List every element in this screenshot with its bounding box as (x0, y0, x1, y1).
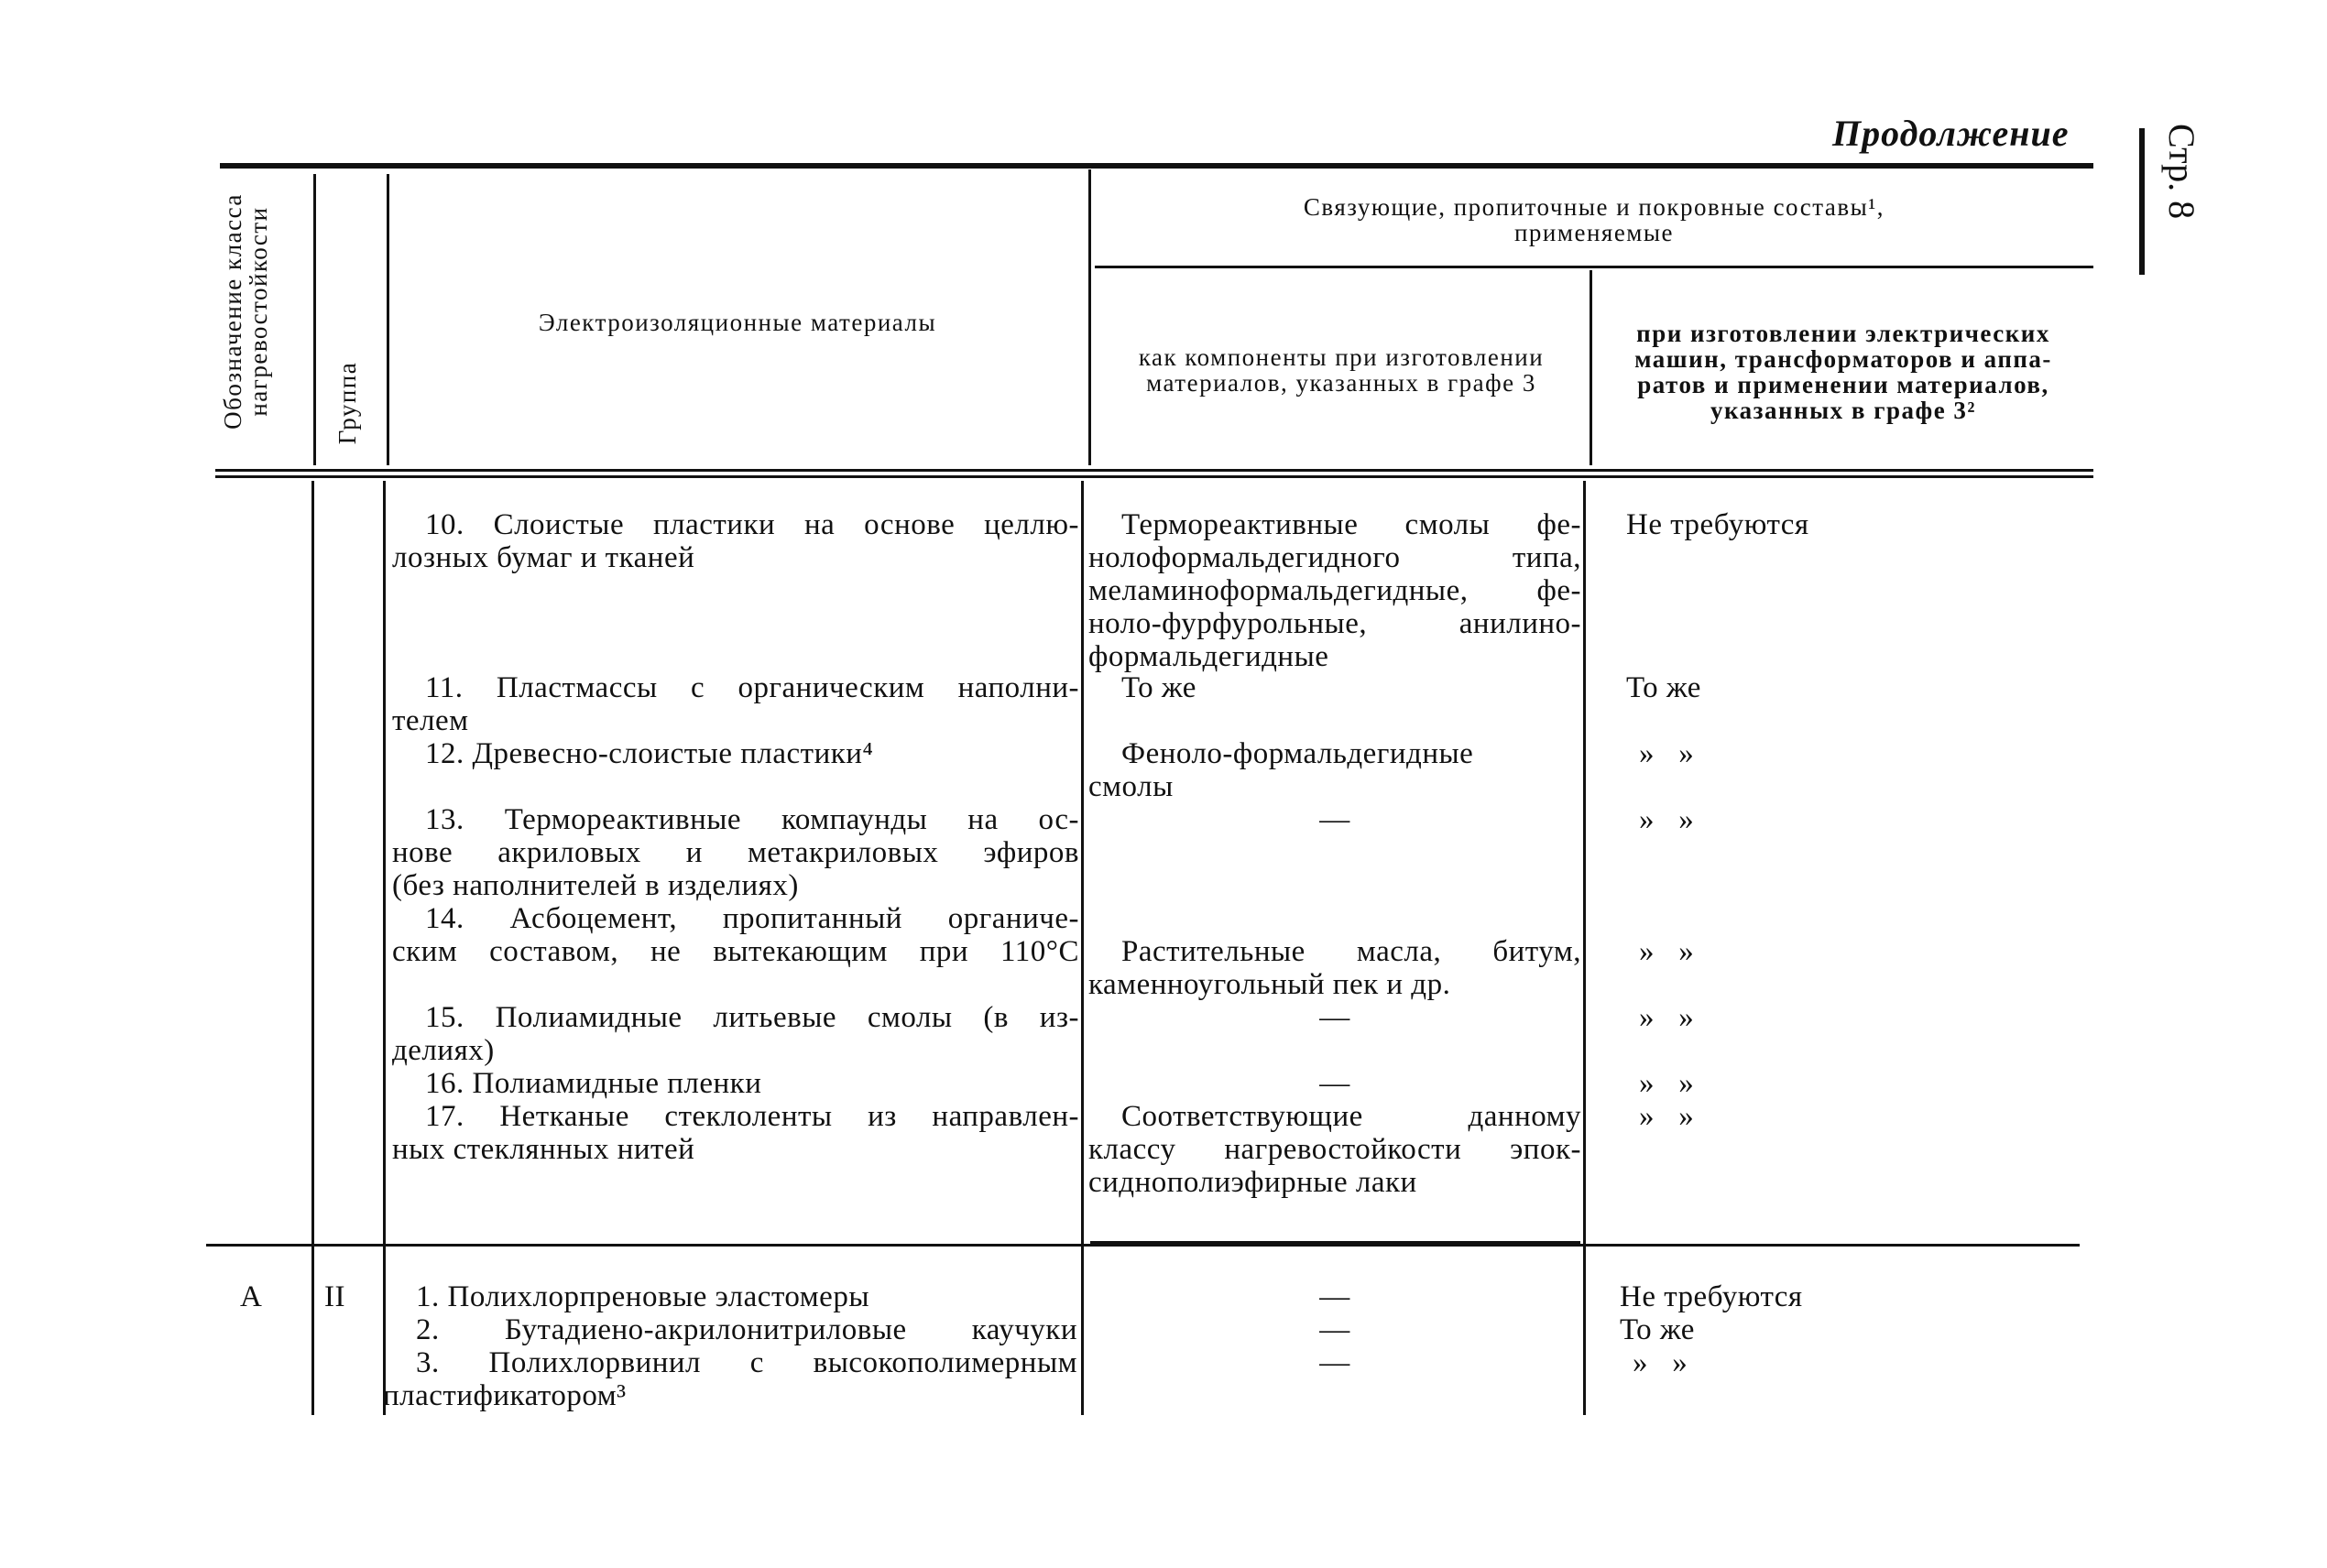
header-col-class: Обозначение класса нагревостойкости (219, 193, 272, 430)
header-subgroup-rule (1095, 266, 2093, 268)
header-bottom-rule-2 (215, 475, 2093, 478)
material-row-10: 10. Слоистые пластики на основе целлю- лозных бумаг и тканей (392, 508, 1079, 574)
material-row-15: 15. Полиамидные литьевые смолы (в из- делиях) (392, 1001, 1079, 1067)
section-a-materials (383, 1280, 1077, 1412)
usage-row-10: Не требуются (1626, 508, 1809, 541)
continuation-label: Продолжение (1832, 113, 2070, 154)
header-col-manufacture: при изготовлении электрических машин, трансформаторов и аппа- ратов и применении материалов, указанных в графе 3² (1634, 320, 2052, 424)
col-divider-2-header (387, 174, 389, 465)
section-a-binder-1: — (1319, 1280, 1350, 1313)
header-col-materials: Электроизоляционные материалы (538, 309, 937, 336)
material-row-17: 17. Нетканые стеклоленты из направлен- ных стеклянных нитей (392, 1100, 1079, 1166)
header-bottom-rule-1 (215, 469, 2093, 472)
col-divider-1-header (313, 174, 316, 465)
usage-row-11: То же (1626, 671, 1701, 704)
binder-row-14: Растительные масла, битум, каменноугольный пек и др. (1088, 935, 1581, 1001)
col-divider-4-header (1590, 270, 1592, 465)
usage-row-13: » » (1639, 803, 1695, 836)
section-a-usage-2: То же (1620, 1313, 1695, 1346)
binder-row-13: — (1319, 803, 1350, 836)
col-divider-2 (383, 481, 386, 1415)
page-number-bar (2139, 128, 2145, 275)
binder-row-11: То же (1121, 671, 1196, 704)
usage-row-12: » » (1639, 737, 1695, 770)
header-col-group: Группа (333, 361, 361, 445)
material-row-14: 14. Асбоцемент, пропитанный органиче- ским составом, не вытекающим при 110°С (392, 902, 1079, 968)
header-col-components: как компоненты при изготовлении материалов, указанных в графе 3 (1138, 343, 1545, 397)
col-divider-3 (1081, 481, 1084, 1415)
usage-row-14: » » (1639, 935, 1695, 968)
binder-row-12: Феноло-формальдегидные смолы (1088, 737, 1474, 803)
section-a-usage-1: Не требуются (1620, 1280, 1803, 1313)
usage-column (1626, 508, 2084, 1199)
section-a-material-3: 3. Полихлорвинил с высокополимерным пластификатором³ (383, 1346, 1077, 1412)
material-row-11: 11. Пластмассы с органическим наполни- телем (392, 671, 1079, 737)
section-a-material-1: 1. Полихлорпреновые эластомеры (416, 1280, 869, 1313)
section-a-binder-2: — (1319, 1313, 1350, 1346)
material-row-12: 12. Древесно-слоистые пластики⁴ (425, 737, 874, 770)
usage-row-16: » » (1639, 1067, 1695, 1100)
section-a-material-2: 2. Бутадиено-акрилонитриловые каучуки (416, 1313, 1077, 1346)
group-label-ii: II (324, 1280, 345, 1313)
table-top-rule (220, 163, 2093, 169)
col-divider-4 (1583, 481, 1586, 1415)
binder-row-17: Соответствующие данному классу нагревостойкости эпок- сиднополиэфирные лаки (1088, 1100, 1581, 1199)
binder-row-16: — (1319, 1067, 1350, 1100)
section-a-usage-3: » » (1633, 1346, 1688, 1379)
header-binders-group: Связующие, пропиточные и покровные составы¹, применяемые (1303, 193, 1885, 246)
section-a-binder-3: — (1319, 1346, 1350, 1379)
binder-row-10: Термореактивные смолы фе- нолоформальдегидного типа, меламиноформальдегидные, фе- ноло-фурфурольные, анилино- формальдегидные (1088, 508, 1581, 673)
section-a-usage (1620, 1280, 2078, 1379)
material-row-13: 13. Термореактивные компаунды на ос- нове акриловых и метакриловых эфиров (без наполнителей в изделиях) (392, 803, 1079, 902)
section-rule-thick (1090, 1241, 1580, 1245)
usage-row-15: » » (1639, 1001, 1695, 1034)
col-divider-3-header (1088, 169, 1091, 465)
class-label-a: А (240, 1280, 263, 1313)
section-a-binders (1088, 1280, 1581, 1379)
col-divider-1 (311, 481, 314, 1415)
binders-column (1088, 508, 1581, 1199)
materials-column (392, 508, 1079, 1199)
material-row-16: 16. Полиамидные пленки (425, 1067, 762, 1100)
page-number: Стр. 8 (2161, 124, 2202, 220)
usage-row-17: » » (1639, 1100, 1695, 1133)
binder-row-15: — (1319, 1001, 1350, 1034)
